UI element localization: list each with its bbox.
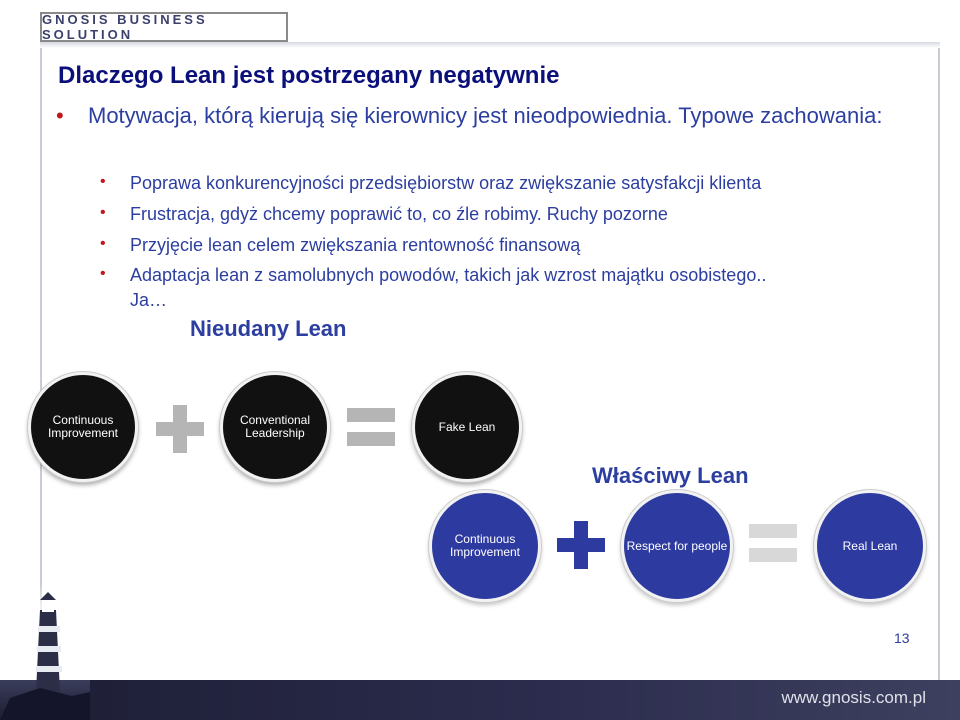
circle-continuous-improvement-blue xyxy=(429,490,541,602)
sub-bullet-2: • Frustracja, gdyż chcemy poprawić to, co źle robimy. Ruchy pozorne xyxy=(130,204,668,225)
plus-icon xyxy=(156,405,204,453)
ja-text: Ja… xyxy=(130,290,168,310)
circle-label: Fake Lean xyxy=(438,419,496,434)
circle-respect-for-people xyxy=(621,490,733,602)
slide-title: Dlaczego Lean jest postrzegany negatywnie xyxy=(58,62,560,89)
circle-label: Conventional Leadership xyxy=(239,413,311,440)
circle-label: Real Lean xyxy=(842,538,898,553)
main-bullet: • Motywacja, którą kierują się kierownicy jest nieodpowiednia. Typowe zachowania: xyxy=(88,100,928,132)
company-logo xyxy=(40,12,288,42)
footer-url[interactable]: www.gnosis.com.pl xyxy=(781,688,926,707)
equals-icon xyxy=(749,524,797,562)
circle-label: Respect for people xyxy=(626,538,728,553)
page-number: 13 xyxy=(894,630,910,646)
lighthouse-image xyxy=(0,580,90,720)
circle-label: Continuous Improvement xyxy=(47,413,119,440)
proper-lean-heading: Właściwy Lean xyxy=(592,463,749,488)
circle-conventional-leadership xyxy=(220,372,330,482)
sub-bullet-4: • Adaptacja lean z samolubnych powodów, takich jak wzrost majątku osobistego.. xyxy=(130,265,766,286)
sub-bullet-3: • Przyjęcie lean celem zwiększania rentowność finansową xyxy=(130,235,580,256)
circle-real-lean xyxy=(814,490,926,602)
circle-label: Continuous Improvement xyxy=(449,532,521,559)
plus-icon xyxy=(557,521,605,569)
circle-fake-lean xyxy=(412,372,522,482)
failed-lean-heading: Nieudany Lean xyxy=(190,316,347,341)
logo-text: GNOSIS BUSINESS SOLUTION xyxy=(42,12,208,42)
equals-icon xyxy=(347,408,395,446)
sub-bullet-1: • Poprawa konkurencyjności przedsiębiorstw oraz zwiększanie satysfakcji klienta xyxy=(130,173,761,194)
circle-continuous-improvement-dark xyxy=(28,372,138,482)
